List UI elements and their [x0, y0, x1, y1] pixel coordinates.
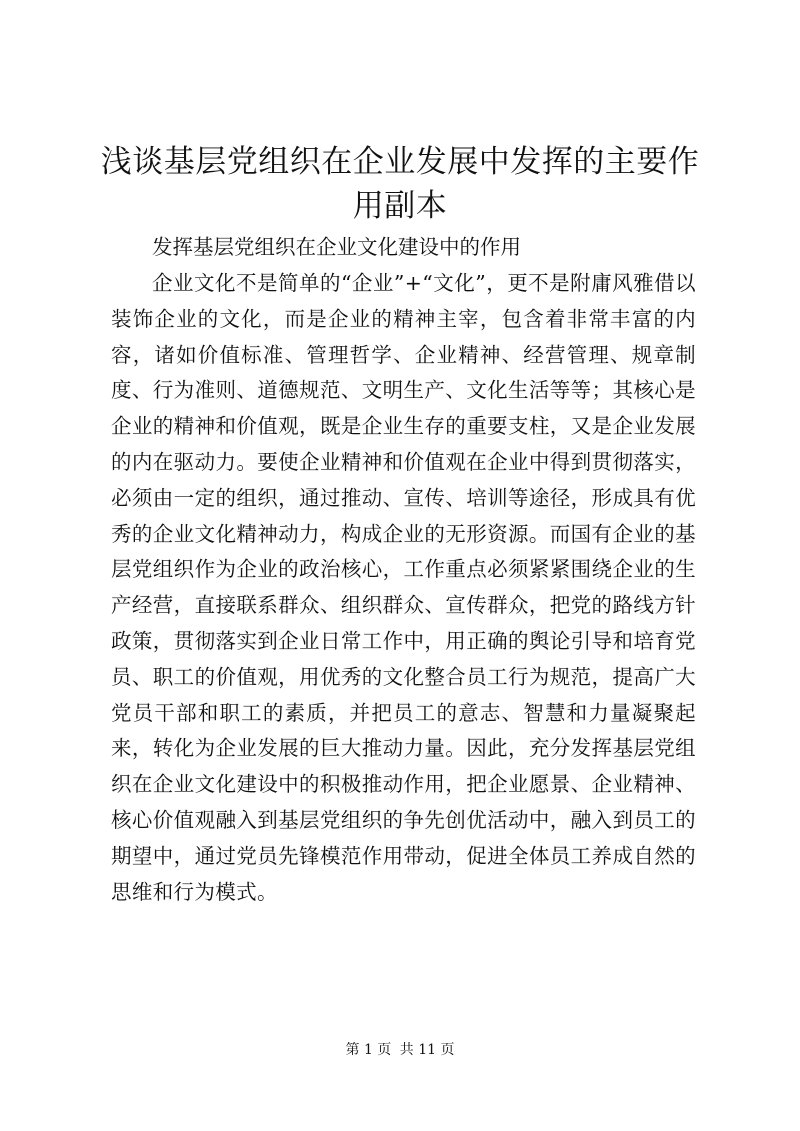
document-title: 浅谈基层党组织在企业发展中发挥的主要作用副本 — [100, 144, 700, 224]
page-footer — [0, 1040, 800, 1060]
body-paragraph: 企业文化不是简单的“企业”+“文化”，更不是附庸风雅借以装饰企业的文化，而是企业的精神主宰，包含着非常丰富的内容，诸如价值标准、管理哲学、企业精神、经营管理、规章制度、行为准则、道德规范、文明生产、文化生活等等；其核心是企业的精神和价值观，既是企业生存的重要支柱，又是企业发展的内在驱动力。要使企业精神和价值观在企业中得到贯彻落实，必须由一定的组织，通过推动、宣传、培训等途径，形成具有优秀的企业文化精神动力，构成企业的无形资源。而国有企业的基层党组织作为企业的政治核心，工作重点必须紧紧围绕企业的生产经营，直接联系群众、组织群众、宣传群众，把党的路线方针政策，贯彻落实到企业日常工作中，用正确的舆论引导和培育党员、职工的价值观，用优秀的文化整合员工行为规范，提高广大党员干部和职工的素质，并把员工的意志、智慧和力量凝聚起来，转化为企业发展的巨大推动力量。因此，充分发挥基层党组织在企业文化建设中的积极推动作用，把企业愿景、企业精神、核心价值观融入到基层党组织的争先创优活动中，融入到员工的期望中，通过党员先锋模范作用带动，促进全体员工养成自然的思维和行为模式。 — [111, 271, 696, 904]
page-number: 第 1 页 — [345, 1042, 392, 1058]
section-heading: 发挥基层党组织在企业文化建设中的作用 — [152, 235, 521, 259]
page-total: 共 11 页 — [399, 1042, 455, 1058]
